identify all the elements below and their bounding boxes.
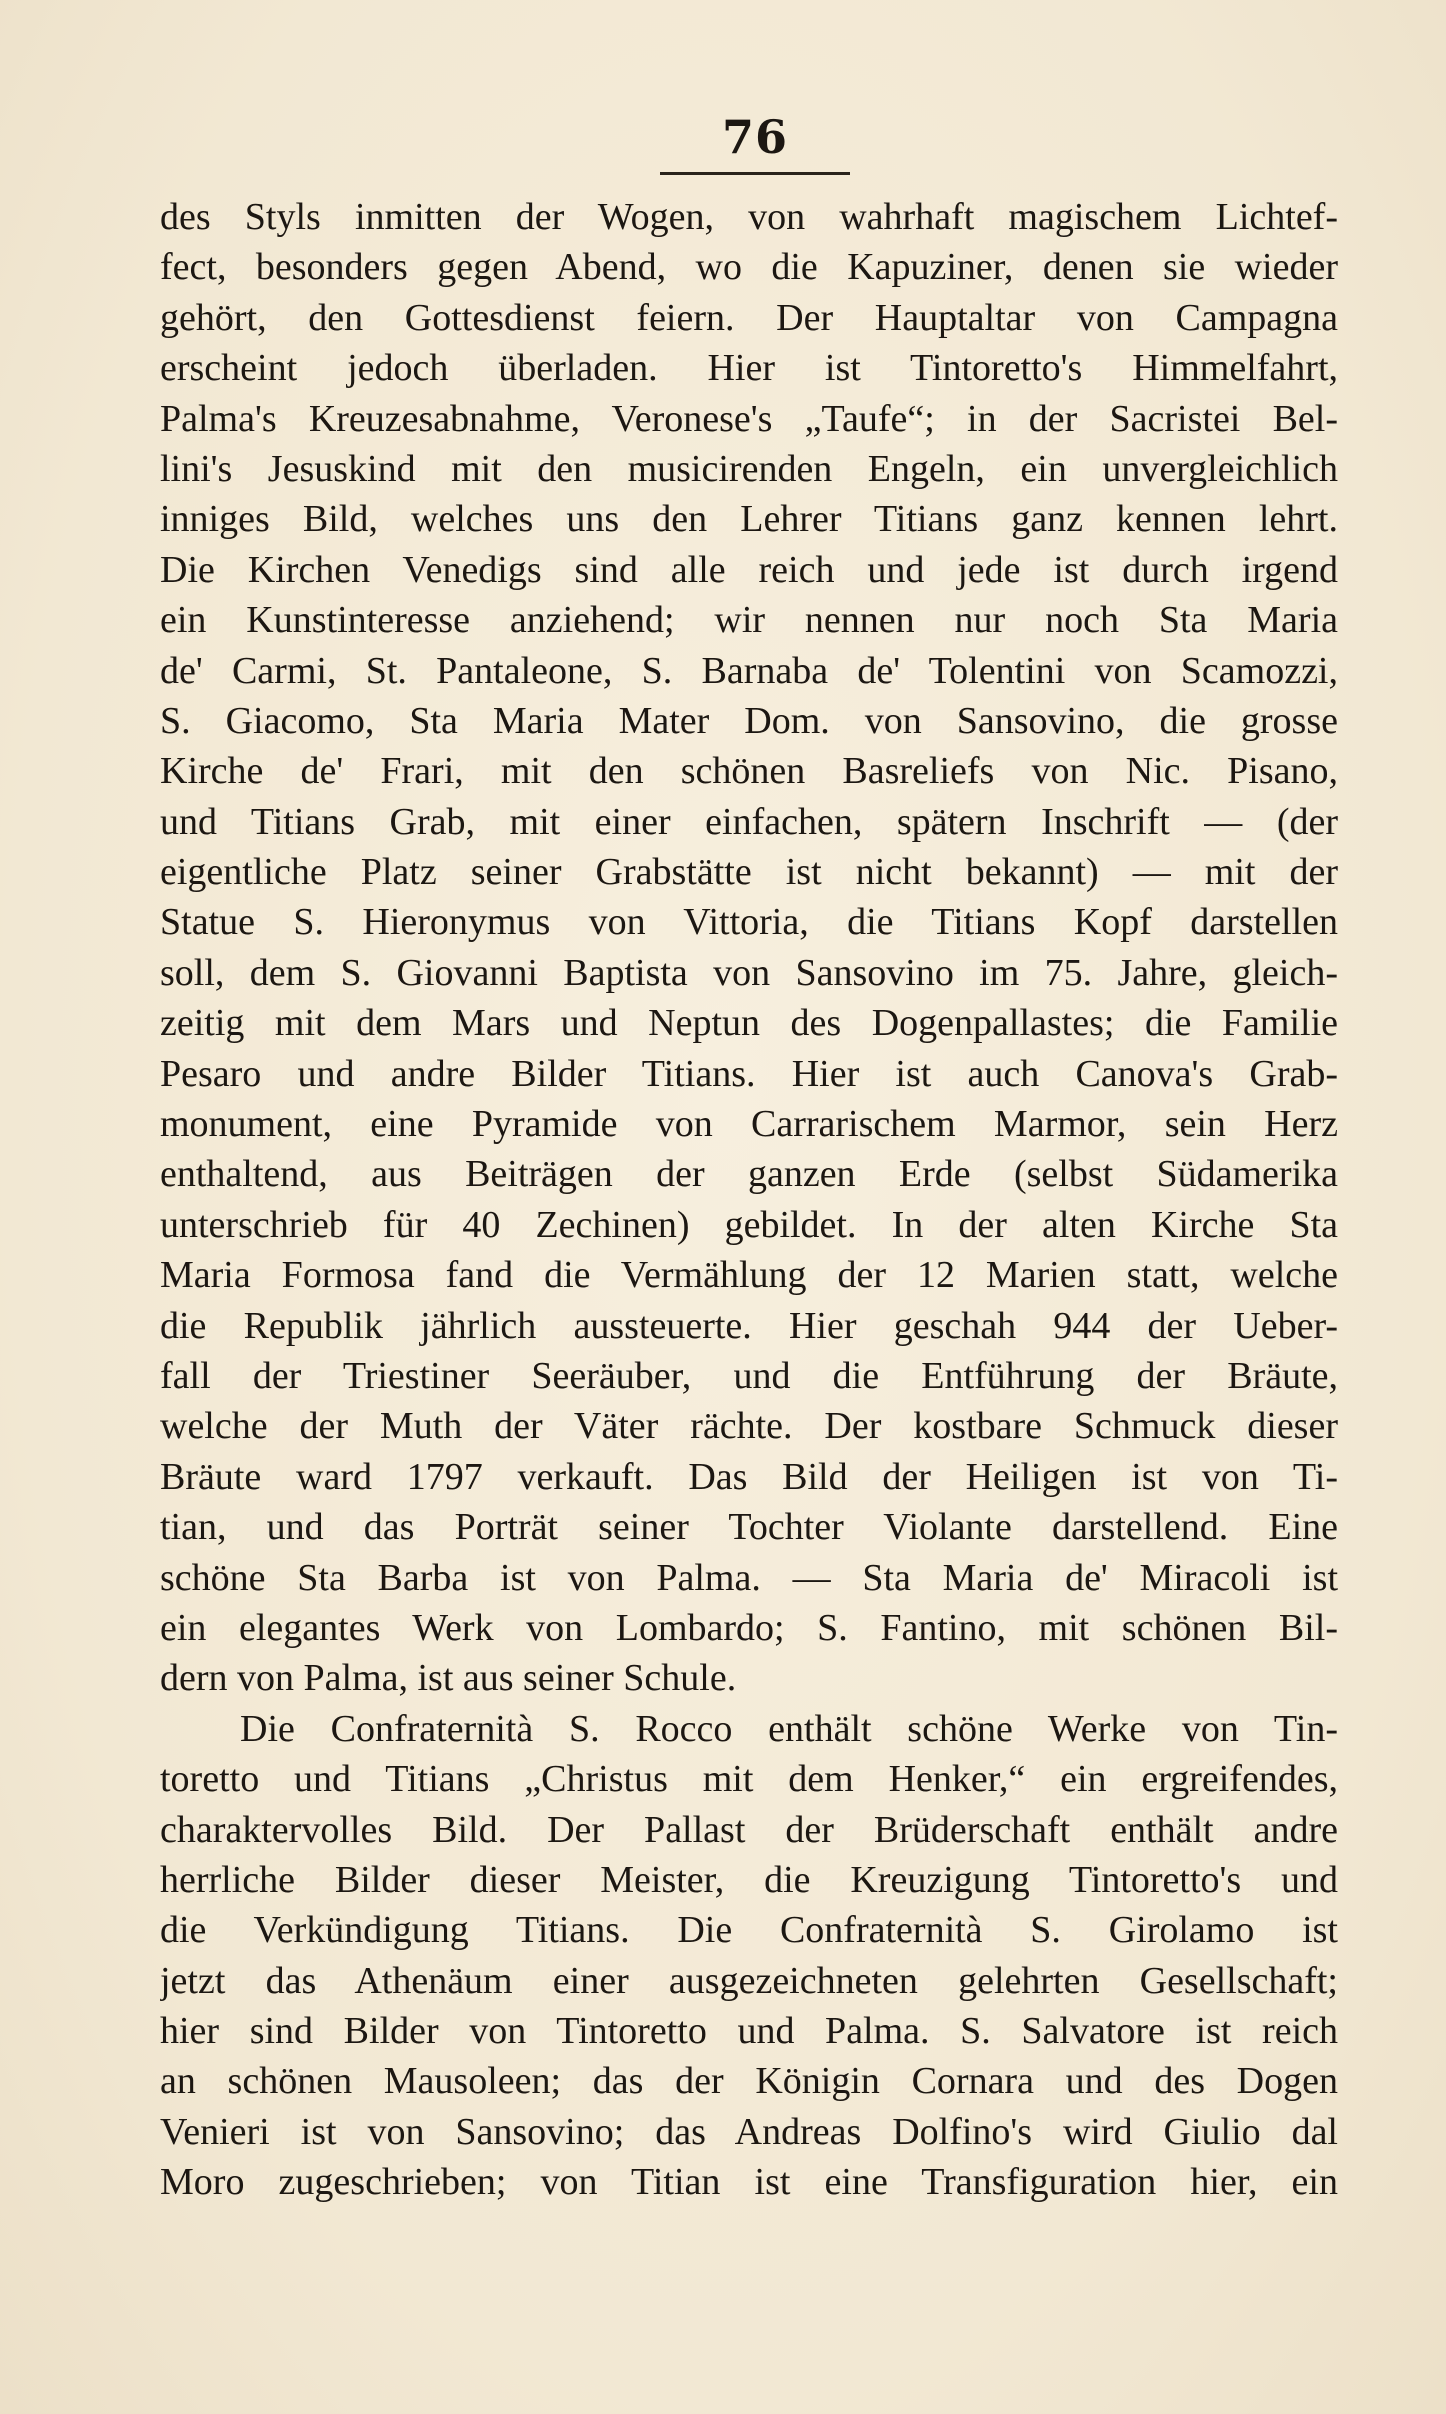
text-line: Statue S. Hieronymus von Vittoria, die Titians Kopf darstellen: [160, 901, 1338, 944]
text-line: gehört, den Gottesdienst feiern. Der Hauptaltar von Campagna: [160, 296, 1338, 339]
text-line: zeitig mit dem Mars und Neptun des Dogenpallastes; die Familie: [160, 1002, 1338, 1045]
text-line: inniges Bild, welches uns den Lehrer Titians ganz kennen lehrt.: [160, 498, 1338, 541]
text-line-paragraph-start: Die Confraternità S. Rocco enthält schöne Werke von Tin-: [240, 1707, 1338, 1750]
text-line: monument, eine Pyramide von Carrarischem Marmor, sein Herz: [160, 1103, 1338, 1146]
body-text: [160, 192, 1338, 2208]
text-line: Maria Formosa fand die Vermählung der 12 Marien statt, welche: [160, 1254, 1338, 1297]
text-line: die Republik jährlich aussteuerte. Hier geschah 944 der Ueber-: [160, 1304, 1338, 1347]
text-line: unterschrieb für 40 Zechinen) gebildet. In der alten Kirche Sta: [160, 1203, 1338, 1246]
text-line: enthaltend, aus Beiträgen der ganzen Erde (selbst Südamerika: [160, 1153, 1338, 1196]
text-line: soll, dem S. Giovanni Baptista von Sansovino im 75. Jahre, gleich-: [160, 951, 1338, 994]
text-line: ein elegantes Werk von Lombardo; S. Fantino, mit schönen Bil-: [160, 1606, 1338, 1649]
text-line: tian, und das Porträt seiner Tochter Violante darstellend. Eine: [160, 1506, 1338, 1549]
text-line: lini's Jesuskind mit den musicirenden Engeln, ein unvergleichlich: [160, 447, 1338, 490]
text-line: des Styls inmitten der Wogen, von wahrhaft magischem Lichtef-: [160, 196, 1338, 238]
text-line: fect, besonders gegen Abend, wo die Kapuziner, denen sie wieder: [160, 246, 1338, 289]
page-number: 76: [721, 110, 788, 164]
text-line: an schönen Mausoleen; das der Königin Cornara und des Dogen: [160, 2060, 1338, 2103]
text-line: hier sind Bilder von Tintoretto und Palma. S. Salvatore ist reich: [160, 2010, 1338, 2053]
text-line: Die Kirchen Venedigs sind alle reich und jede ist durch irgend: [160, 548, 1338, 591]
text-line: fall der Triestiner Seeräuber, und die Entführung der Bräute,: [160, 1354, 1338, 1397]
text-line: Pesaro und andre Bilder Titians. Hier ist auch Canova's Grab-: [160, 1052, 1338, 1095]
text-line-paragraph-end: dern von Palma, ist aus seiner Schule.: [160, 1657, 737, 1700]
text-line: Palma's Kreuzesabnahme, Veronese's „Taufe“; in der Sacristei Bel-: [160, 397, 1338, 440]
text-line: charaktervolles Bild. Der Pallast der Brüderschaft enthält andre: [160, 1808, 1338, 1851]
text-line: Kirche de' Frari, mit den schönen Basreliefs von Nic. Pisano,: [160, 750, 1338, 793]
text-line: de' Carmi, St. Pantaleone, S. Barnaba de' Tolentini von Scamozzi,: [160, 649, 1338, 692]
text-line: herrliche Bilder dieser Meister, die Kreuzigung Tintoretto's und: [160, 1858, 1338, 1901]
text-line: Moro zugeschrieben; von Titian ist eine Transfiguration hier, ein: [160, 2161, 1338, 2204]
page-number-rule: [660, 172, 850, 175]
text-line: Bräute ward 1797 verkauft. Das Bild der Heiligen ist von Ti-: [160, 1455, 1338, 1498]
text-line: und Titians Grab, mit einer einfachen, spätern Inschrift — (der: [160, 800, 1338, 843]
text-line: die Verkündigung Titians. Die Confraternità S. Girolamo ist: [160, 1909, 1338, 1952]
text-line: schöne Sta Barba ist von Palma. — Sta Maria de' Miracoli ist: [160, 1556, 1338, 1599]
text-line: Venieri ist von Sansovino; das Andreas Dolfino's wird Giulio dal: [160, 2110, 1338, 2153]
text-line: erscheint jedoch überladen. Hier ist Tintoretto's Himmelfahrt,: [160, 347, 1338, 390]
text-line: ein Kunstinteresse anziehend; wir nennen nur noch Sta Maria: [160, 599, 1338, 642]
text-line: eigentliche Platz seiner Grabstätte ist nicht bekannt) — mit der: [160, 851, 1338, 894]
text-line: S. Giacomo, Sta Maria Mater Dom. von Sansovino, die grosse: [160, 699, 1338, 742]
text-line: toretto und Titians „Christus mit dem Henker,“ ein ergreifendes,: [160, 1758, 1338, 1801]
text-line: jetzt das Athenäum einer ausgezeichneten gelehrten Gesellschaft;: [160, 1959, 1338, 2002]
text-line: welche der Muth der Väter rächte. Der kostbare Schmuck dieser: [160, 1405, 1338, 1448]
